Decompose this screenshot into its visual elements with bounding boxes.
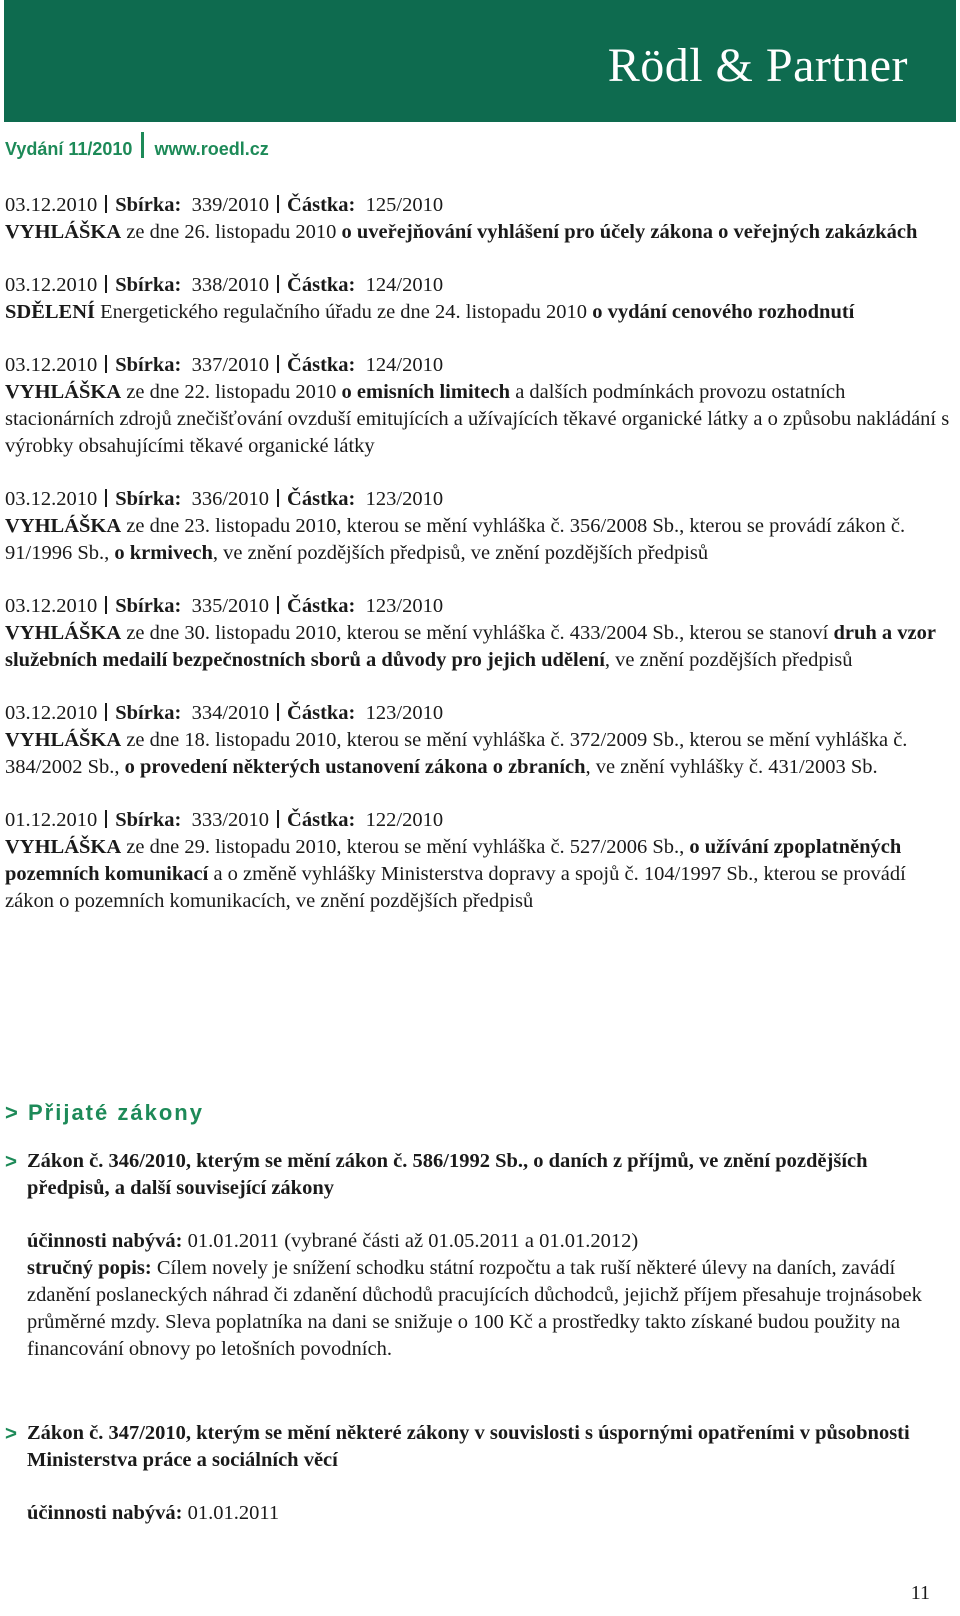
castka-value: 125/2010 [365, 194, 444, 216]
entry-text-bold: VYHLÁŠKA [5, 622, 122, 644]
entry-meta [5, 352, 955, 379]
entry-meta [5, 807, 955, 834]
law-title: Zákon č. 346/2010, kterým se mění zákon č. 586/1992 Sb., o daních z příjmů, ve znění pozdějších předpisů, a další související zákony [27, 1150, 868, 1199]
list-item [5, 486, 955, 567]
entry-text [5, 379, 955, 460]
divider [105, 596, 107, 614]
castka-label: Částka: [287, 809, 356, 831]
entry-meta [5, 700, 955, 727]
sbirka-label: Sbírka: [115, 274, 182, 296]
list-item [5, 272, 955, 326]
sbirka-label: Sbírka: [115, 354, 182, 376]
divider [105, 489, 107, 507]
entry-text-bold: VYHLÁŠKA [5, 515, 122, 537]
entry-date: 03.12.2010 [5, 488, 98, 510]
effective-label: účinnosti nabývá: [27, 1230, 183, 1252]
chevron-right-icon: > [5, 1150, 17, 1173]
list-item [5, 700, 955, 781]
law-effective [27, 1228, 940, 1255]
effective-label: účinnosti nabývá: [27, 1502, 183, 1524]
sbirka-value: 338/2010 [191, 274, 270, 296]
header-band [4, 0, 956, 122]
divider [105, 703, 107, 721]
entry-text [5, 299, 955, 326]
entry-text [5, 620, 955, 674]
law-description [27, 1255, 940, 1363]
sbirka-label: Sbírka: [115, 595, 182, 617]
sbirka-label: Sbírka: [115, 194, 182, 216]
entry-text-regular: , ve znění pozdějších předpisů [604, 649, 853, 671]
law-title: Zákon č. 347/2010, kterým se mění některé zákony v souvislosti s úspornými opatřeními v působnosti Ministerstva práce a sociálních věcí [27, 1422, 910, 1471]
entry-text-bold: druh a vzor služebních medailí bezpečnostních sborů a důvody pro jejich udělení [5, 622, 936, 671]
entry-text-bold: o vydání cenového rozhodnutí [592, 301, 855, 323]
list-item [5, 352, 955, 460]
entry-text-regular: , ve znění vyhlášky č. 431/2003 Sb. [585, 756, 878, 778]
castka-label: Částka: [287, 354, 356, 376]
section-title [5, 1100, 204, 1126]
castka-label: Částka: [287, 595, 356, 617]
castka-label: Částka: [287, 488, 356, 510]
law-item-347 [5, 1420, 940, 1527]
divider [277, 489, 279, 507]
sbirka-label: Sbírka: [115, 809, 182, 831]
divider [277, 703, 279, 721]
sbirka-value: 333/2010 [191, 809, 270, 831]
divider [277, 596, 279, 614]
divider [105, 810, 107, 828]
entry-text-bold: VYHLÁŠKA [5, 381, 122, 403]
entry-text [5, 727, 955, 781]
entry-meta [5, 192, 955, 219]
entry-text-regular: ze dne 23. listopadu 2010, kterou se mění vyhláška č. 356/2008 Sb., kterou se provádí zákon č. 91/1996 Sb., [5, 515, 906, 564]
description-value: Cílem novely je snížení schodku státní rozpočtu a tak ruší některé úlevy na daních, zavádí zdanění poslaneckých náhrad či zdanění důchodů pracujících důchodců, jejichž příjem přesahuje trojnásobek průměrné mzdy. Sleva poplatníka na dani se snižuje o 100 Kč a prostředky takto získané budou použity na financování obnovy po letošních povodních. [27, 1257, 922, 1360]
divider [277, 195, 279, 213]
entry-text-regular: a o změně vyhlášky Ministerstva dopravy a spojů č. 104/1997 Sb., kterou se provádí zákon o pozemních komunikacích, ve znění pozdějších předpisů [5, 863, 906, 912]
entry-text-bold: o užívání zpoplatněných pozemních komunikací [5, 836, 902, 885]
sbirka-value: 334/2010 [191, 702, 270, 724]
edition-line [5, 136, 269, 162]
law-item-346 [5, 1148, 940, 1363]
legislation-list [5, 192, 955, 941]
website-link[interactable]: www.roedl.cz [154, 138, 269, 159]
entry-date: 03.12.2010 [5, 354, 98, 376]
entry-meta [5, 486, 955, 513]
entry-text-regular: ze dne 29. listopadu 2010, kterou se mění vyhláška č. 527/2006 Sb., [121, 836, 690, 858]
entry-meta [5, 272, 955, 299]
list-item [5, 593, 955, 674]
castka-value: 123/2010 [365, 488, 444, 510]
sbirka-value: 337/2010 [191, 354, 270, 376]
entry-text-bold: VYHLÁŠKA [5, 221, 122, 243]
page-number: 11 [910, 1582, 930, 1604]
entry-date: 03.12.2010 [5, 194, 98, 216]
law-effective [27, 1500, 940, 1527]
divider [141, 132, 144, 158]
divider [277, 275, 279, 293]
castka-label: Částka: [287, 274, 356, 296]
entry-text-regular: , ve znění pozdějších předpisů, ve znění pozdějších předpisů [212, 542, 709, 564]
castka-label: Částka: [287, 702, 356, 724]
entry-date: 03.12.2010 [5, 274, 98, 296]
sbirka-value: 339/2010 [191, 194, 270, 216]
entry-text [5, 834, 955, 915]
description-label: stručný popis: [27, 1257, 152, 1279]
divider [105, 275, 107, 293]
entry-text [5, 219, 955, 246]
castka-value: 123/2010 [365, 702, 444, 724]
divider [105, 355, 107, 373]
sbirka-label: Sbírka: [115, 488, 182, 510]
entry-text-bold: o krmivech [114, 542, 213, 564]
sbirka-value: 336/2010 [191, 488, 270, 510]
section-marker: > [5, 1100, 20, 1125]
edition-label: Vydání 11/2010 [5, 138, 133, 159]
entry-text-bold: o emisních limitech [341, 381, 511, 403]
company-logo: Rödl & Partner [607, 39, 908, 92]
entry-text-bold: o uveřejňování vyhlášení pro účely zákona o veřejných zakázkách [341, 221, 918, 243]
chevron-right-icon: > [5, 1422, 17, 1445]
entry-text-bold: SDĚLENÍ [5, 301, 96, 323]
castka-value: 124/2010 [365, 274, 444, 296]
entry-text-regular: ze dne 18. listopadu 2010, kterou se mění vyhláška č. 372/2009 Sb., kterou se mění vyhláška č. 384/2002 Sb., [5, 729, 908, 778]
entry-text [5, 513, 955, 567]
section-title-text: Přijaté zákony [27, 1100, 204, 1125]
sbirka-value: 335/2010 [191, 595, 270, 617]
entry-meta [5, 593, 955, 620]
entry-text-regular: a dalších podmínkách provozu ostatních stacionárních zdrojů znečišťování ovzduší emitujících a užívajících těkavé organické látky a o způsobu nakládání s výrobky obsahujícími těkavé organické látky [5, 381, 950, 457]
entry-text-regular: ze dne 26. listopadu 2010 [121, 221, 342, 243]
entry-text-regular: ze dne 22. listopadu 2010 [121, 381, 342, 403]
divider [277, 810, 279, 828]
entry-text-bold: o provedení některých ustanovení zákona o zbraních [124, 756, 586, 778]
list-item [5, 192, 955, 246]
effective-value: 01.01.2011 (vybrané části až 01.05.2011 a 01.01.2012) [182, 1230, 639, 1252]
entry-date: 03.12.2010 [5, 595, 98, 617]
entry-text-regular: Energetického regulačního úřadu ze dne 24. listopadu 2010 [95, 301, 593, 323]
divider [105, 195, 107, 213]
entry-text-bold: VYHLÁŠKA [5, 836, 122, 858]
entry-text-regular: ze dne 30. listopadu 2010, kterou se mění vyhláška č. 433/2004 Sb., kterou se stanoví [121, 622, 834, 644]
sbirka-label: Sbírka: [115, 702, 182, 724]
castka-value: 124/2010 [365, 354, 444, 376]
castka-value: 123/2010 [365, 595, 444, 617]
castka-value: 122/2010 [365, 809, 444, 831]
effective-value: 01.01.2011 [182, 1502, 280, 1524]
castka-label: Částka: [287, 194, 356, 216]
entry-date: 01.12.2010 [5, 809, 98, 831]
divider [277, 355, 279, 373]
list-item [5, 807, 955, 915]
entry-text-bold: VYHLÁŠKA [5, 729, 122, 751]
entry-date: 03.12.2010 [5, 702, 98, 724]
